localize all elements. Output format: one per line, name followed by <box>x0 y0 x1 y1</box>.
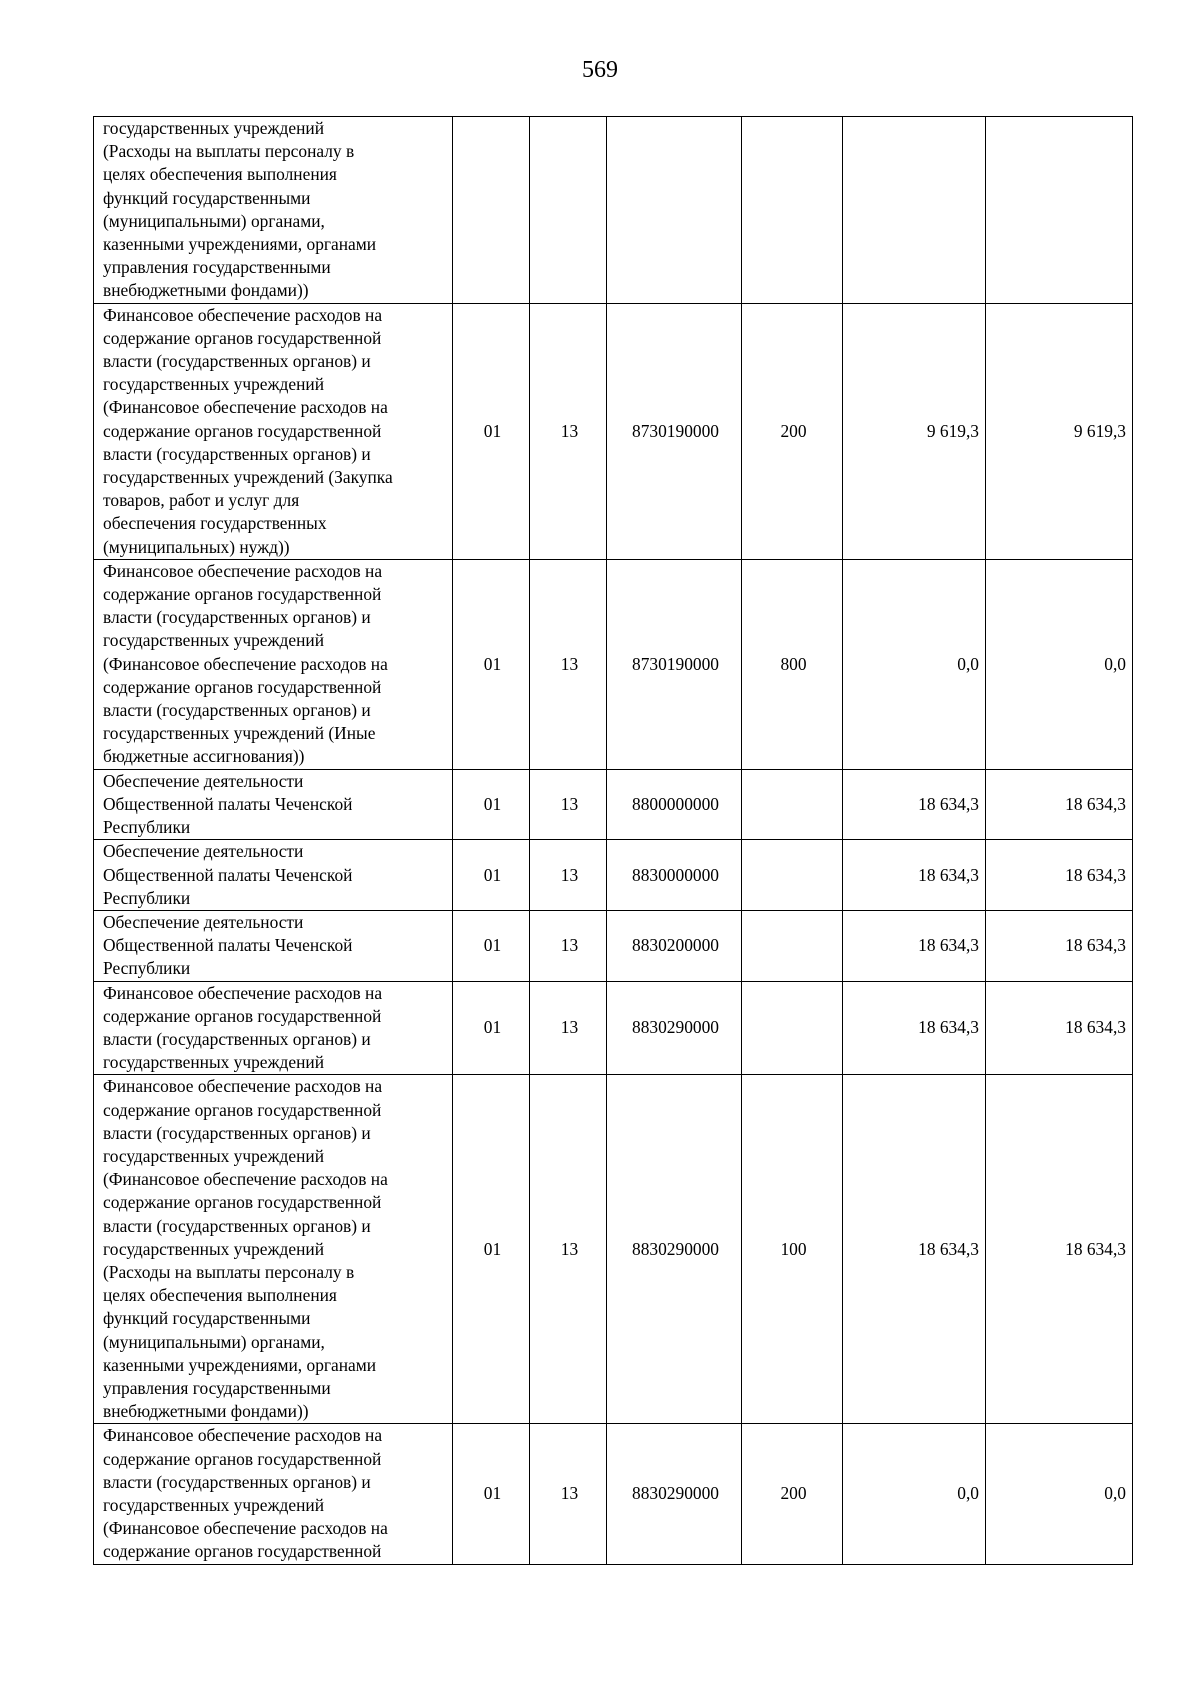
expense-name-line: целях обеспечения выполнения <box>103 164 337 185</box>
expense-name-line: бюджетные ассигнования)) <box>103 746 305 767</box>
expense-name-cell <box>94 769 453 840</box>
amount-year1-cell: 9 619,3 <box>843 303 986 559</box>
expense-name-cell <box>94 303 453 559</box>
section-code-cell: 01 <box>453 1424 530 1564</box>
expense-name-line: (муниципальных) нужд)) <box>103 536 290 557</box>
expense-name-line: управления государственными <box>103 257 331 278</box>
expense-name-line: содержание органов государственной <box>103 1541 382 1562</box>
expense-name-line: содержание органов государственной <box>103 1448 382 1469</box>
target-article-cell: 8830200000 <box>607 910 742 981</box>
expense-name-line: управления государственными <box>103 1377 331 1398</box>
expense-type-cell <box>742 117 843 304</box>
expense-name-line: Республики <box>103 887 191 908</box>
target-article-cell <box>607 117 742 304</box>
expense-name-line: содержание органов государственной <box>103 1192 382 1213</box>
expense-name-line: внебюджетными фондами)) <box>103 280 309 301</box>
table-row <box>94 910 1133 981</box>
expense-name-line: государственных учреждений (Закупка <box>103 467 393 488</box>
section-code-cell: 01 <box>453 910 530 981</box>
table-row <box>94 769 1133 840</box>
expense-name-line: государственных учреждений <box>103 374 325 395</box>
expense-name-cell <box>94 1075 453 1424</box>
expense-name-line: содержание органов государственной <box>103 420 382 441</box>
expense-type-cell <box>742 981 843 1075</box>
expense-name-cell <box>94 117 453 304</box>
expense-type-cell: 100 <box>742 1075 843 1424</box>
expense-name-cell <box>94 1424 453 1564</box>
amount-year2-cell: 18 634,3 <box>986 769 1133 840</box>
expense-name-line: Финансовое обеспечение расходов на <box>103 304 383 325</box>
expense-name-line: (Финансовое обеспечение расходов на <box>103 653 388 674</box>
expense-name-cell <box>94 559 453 769</box>
expense-name-line: Республики <box>103 958 191 979</box>
expense-name-line: (Расходы на выплаты персоналу в <box>103 1261 355 1282</box>
amount-year1-cell: 18 634,3 <box>843 981 986 1075</box>
expense-name-line: государственных учреждений <box>103 630 325 651</box>
target-article-cell: 8830290000 <box>607 1075 742 1424</box>
amount-year1-cell: 18 634,3 <box>843 910 986 981</box>
expense-name-line: целях обеспечения выполнения <box>103 1285 337 1306</box>
expense-name-line: внебюджетными фондами)) <box>103 1401 309 1422</box>
expense-name-line: власти (государственных органов) и <box>103 443 371 464</box>
expense-name-line: содержание органов государственной <box>103 1099 382 1120</box>
expense-name-line: казенными учреждениями, органами <box>103 234 377 255</box>
target-article-cell: 8830290000 <box>607 1424 742 1564</box>
expense-name-line: обеспечения государственных <box>103 513 327 534</box>
table-row <box>94 1075 1133 1424</box>
expense-name-line: власти (государственных органов) и <box>103 1028 371 1049</box>
expense-name-cell <box>94 840 453 911</box>
amount-year2-cell <box>986 117 1133 304</box>
expense-name-line: Общественной палаты Чеченской <box>103 864 353 885</box>
subsection-code-cell <box>530 117 607 304</box>
amount-year2-cell: 9 619,3 <box>986 303 1133 559</box>
expense-name-cell <box>94 981 453 1075</box>
table-row <box>94 981 1133 1075</box>
section-code-cell: 01 <box>453 840 530 911</box>
expense-name-cell <box>94 910 453 981</box>
expense-name-line: (Финансовое обеспечение расходов на <box>103 1169 388 1190</box>
subsection-code-cell: 13 <box>530 840 607 911</box>
expense-name-line: Финансовое обеспечение расходов на <box>103 560 383 581</box>
amount-year1-cell: 0,0 <box>843 1424 986 1564</box>
section-code-cell: 01 <box>453 981 530 1075</box>
budget-table <box>93 116 1133 1565</box>
subsection-code-cell: 13 <box>530 303 607 559</box>
amount-year1-cell: 18 634,3 <box>843 1075 986 1424</box>
subsection-code-cell: 13 <box>530 559 607 769</box>
expense-name-line: государственных учреждений <box>103 118 325 138</box>
expense-name-line: казенными учреждениями, органами <box>103 1354 377 1375</box>
expense-name-line: Общественной палаты Чеченской <box>103 793 353 814</box>
expense-name-line: государственных учреждений <box>103 1238 325 1259</box>
expense-name-line: (Финансовое обеспечение расходов на <box>103 397 388 418</box>
section-code-cell <box>453 117 530 304</box>
target-article-cell: 8830000000 <box>607 840 742 911</box>
subsection-code-cell: 13 <box>530 1075 607 1424</box>
table-row <box>94 1424 1133 1564</box>
target-article-cell: 8830290000 <box>607 981 742 1075</box>
target-article-cell: 8800000000 <box>607 769 742 840</box>
expense-name-line: товаров, работ и услуг для <box>103 490 300 511</box>
expense-name-line: Финансовое обеспечение расходов на <box>103 1425 383 1446</box>
table-row <box>94 117 1133 304</box>
amount-year2-cell: 0,0 <box>986 559 1133 769</box>
amount-year1-cell: 0,0 <box>843 559 986 769</box>
expense-name-line: функций государственными <box>103 1308 311 1329</box>
expense-name-line: функций государственными <box>103 187 311 208</box>
expense-name-line: (муниципальными) органами, <box>103 210 325 231</box>
amount-year2-cell: 18 634,3 <box>986 840 1133 911</box>
expense-name-line: содержание органов государственной <box>103 327 382 348</box>
expense-name-line: государственных учреждений <box>103 1052 325 1073</box>
subsection-code-cell: 13 <box>530 1424 607 1564</box>
expense-name-line: власти (государственных органов) и <box>103 700 371 721</box>
expense-type-cell <box>742 910 843 981</box>
expense-name-line: государственных учреждений <box>103 1494 325 1515</box>
expense-type-cell: 200 <box>742 1424 843 1564</box>
table-row <box>94 559 1133 769</box>
expense-type-cell <box>742 769 843 840</box>
target-article-cell: 8730190000 <box>607 559 742 769</box>
expense-name-line: (муниципальными) органами, <box>103 1331 325 1352</box>
section-code-cell: 01 <box>453 303 530 559</box>
subsection-code-cell: 13 <box>530 910 607 981</box>
subsection-code-cell: 13 <box>530 981 607 1075</box>
page-number: 569 <box>582 57 618 83</box>
expense-name-line: Финансовое обеспечение расходов на <box>103 982 383 1003</box>
expense-name-line: Общественной палаты Чеченской <box>103 935 353 956</box>
expense-name-line: государственных учреждений <box>103 1145 325 1166</box>
table-row <box>94 840 1133 911</box>
expense-name-line: Обеспечение деятельности <box>103 841 304 862</box>
expense-type-cell: 800 <box>742 559 843 769</box>
expense-name-line: Обеспечение деятельности <box>103 770 304 791</box>
expense-name-line: Финансовое обеспечение расходов на <box>103 1076 383 1097</box>
amount-year2-cell: 18 634,3 <box>986 1075 1133 1424</box>
amount-year2-cell: 18 634,3 <box>986 981 1133 1075</box>
expense-name-line: содержание органов государственной <box>103 1005 382 1026</box>
expense-name-line: власти (государственных органов) и <box>103 1122 371 1143</box>
target-article-cell: 8730190000 <box>607 303 742 559</box>
table-row <box>94 303 1133 559</box>
amount-year2-cell: 18 634,3 <box>986 910 1133 981</box>
expense-name-line: (Финансовое обеспечение расходов на <box>103 1518 388 1539</box>
expense-type-cell <box>742 840 843 911</box>
amount-year1-cell: 18 634,3 <box>843 769 986 840</box>
expense-name-line: власти (государственных органов) и <box>103 351 371 372</box>
expense-name-line: Республики <box>103 817 191 838</box>
expense-name-line: власти (государственных органов) и <box>103 607 371 628</box>
amount-year1-cell: 18 634,3 <box>843 840 986 911</box>
section-code-cell: 01 <box>453 1075 530 1424</box>
expense-name-line: власти (государственных органов) и <box>103 1215 371 1236</box>
section-code-cell: 01 <box>453 559 530 769</box>
expense-name-line: власти (государственных органов) и <box>103 1471 371 1492</box>
budget-table-body <box>94 117 1133 1565</box>
section-code-cell: 01 <box>453 769 530 840</box>
expense-name-line: государственных учреждений (Иные <box>103 723 376 744</box>
amount-year2-cell: 0,0 <box>986 1424 1133 1564</box>
expense-name-line: (Расходы на выплаты персоналу в <box>103 141 355 162</box>
expense-type-cell: 200 <box>742 303 843 559</box>
subsection-code-cell: 13 <box>530 769 607 840</box>
expense-name-line: содержание органов государственной <box>103 676 382 697</box>
expense-name-line: содержание органов государственной <box>103 584 382 605</box>
amount-year1-cell <box>843 117 986 304</box>
expense-name-line: Обеспечение деятельности <box>103 911 304 932</box>
